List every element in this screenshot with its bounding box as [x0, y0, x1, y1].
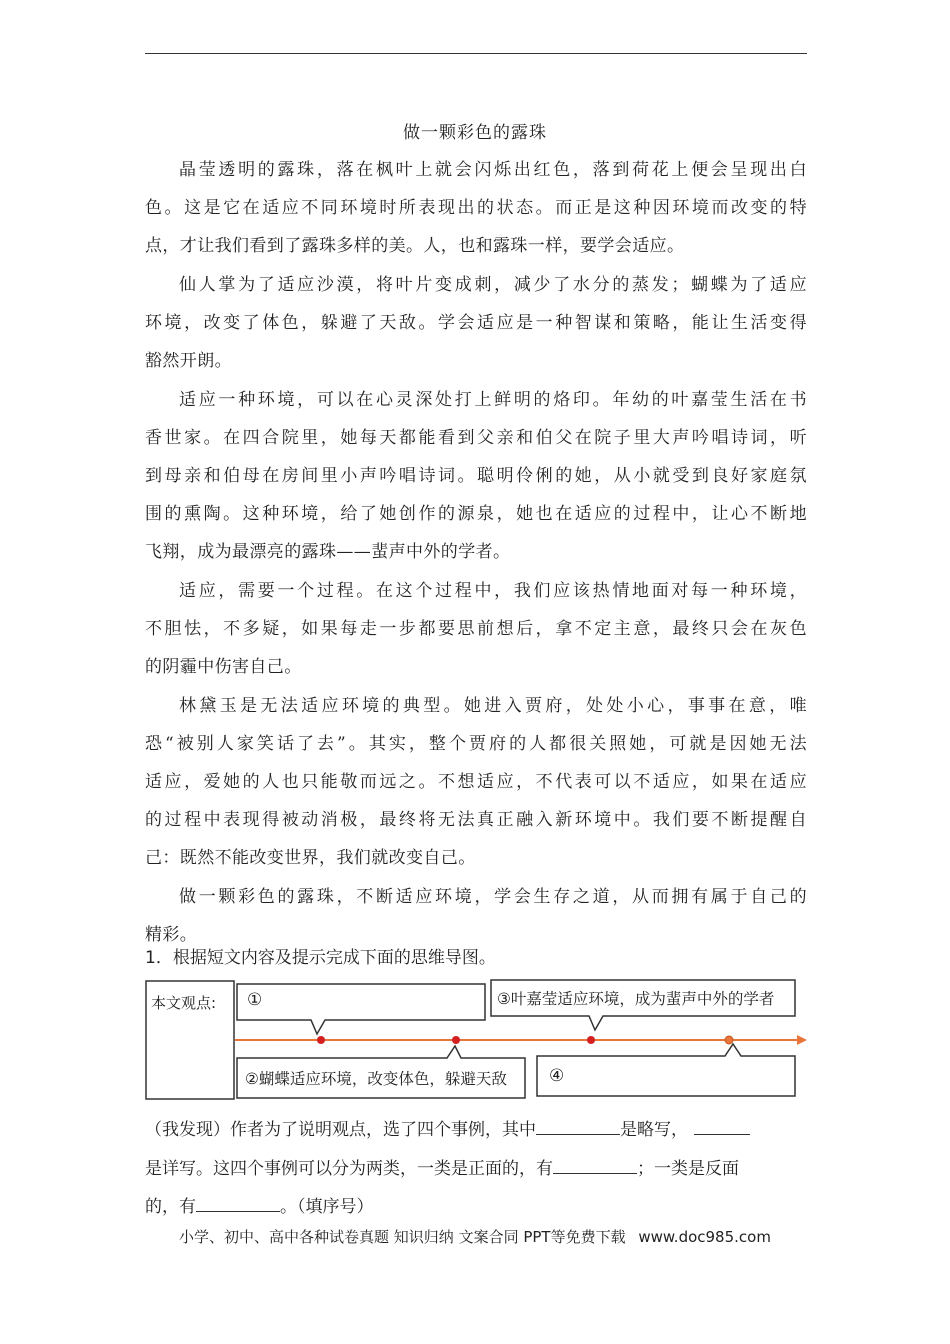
blank-3[interactable] — [553, 1155, 637, 1174]
passage-line: 适应，爱她的人也只能敬而远之。不想适应，不代表可以不适应，如果在适应 — [145, 772, 807, 792]
passage-line: 香世家。在四合院里，她每天都能看到父亲和伯父在院子里大声吟唱诗词，听 — [145, 428, 807, 448]
passage-line: 适应一种环境，可以在心灵深处打上鲜明的烙印。年幼的叶嘉莹生活在书 — [179, 390, 807, 410]
passage-line: 精彩。 — [145, 925, 198, 945]
blank-2[interactable] — [694, 1116, 750, 1135]
box-2-text: ②蝴蝶适应环境，改变体色，躲避天敌 — [245, 1070, 507, 1088]
passage-line: 豁然开朗。 — [145, 351, 232, 371]
passage-line: 做一颗彩色的露珠，不断适应环境，学会生存之道，从而拥有属于自己的 — [179, 887, 807, 907]
blank-4[interactable] — [196, 1193, 280, 1212]
passage-line: 点，才让我们看到了露珠多样的美。人，也和露珠一样，要学会适应。 — [145, 236, 685, 256]
passage-line: 飞翔，成为最漂亮的露珠——蜚声中外的学者。 — [145, 542, 511, 562]
timeline-dot-1 — [317, 1036, 325, 1044]
header-rule — [145, 53, 807, 54]
passage-line: 适应，需要一个过程。在这个过程中，我们应该热情地面对每一种环境， — [179, 581, 807, 601]
passage-line: 色。这是它在适应不同环境时所表现出的状态。而正是这种因环境而改变的特 — [145, 198, 807, 218]
passage-line: 仙人掌为了适应沙漠，将叶片变成刺，减少了水分的蒸发；蝴蝶为了适应 — [179, 275, 807, 295]
fill-line-2: 是详写。这四个事例可以分为两类，一类是正面的，有 ；一类是反面 — [145, 1155, 739, 1181]
passage-line: 不胆怯，不多疑，如果每走一步都要思前想后，拿不定主意，最终只会在灰色 — [145, 619, 807, 639]
footer-text: 小学、初中、高中各种试卷真题 知识归纳 文案合同 PPT等免费下载 — [179, 1228, 626, 1246]
timeline-dot-3 — [587, 1036, 595, 1044]
passage-line: 围的熏陶。这种环境，给了她创作的源泉，她也在适应的过程中，让心不断地 — [145, 504, 807, 524]
passage-line: 的过程中表现得被动消极，最终将无法真正融入新环境中。我们要不断提醒自 — [145, 810, 807, 830]
timeline-dot-2 — [452, 1036, 460, 1044]
fill-line-1: （我发现）作者为了说明观点，选了四个事例，其中 是略写， — [145, 1116, 750, 1142]
box-4-text: ④ — [549, 1066, 565, 1086]
passage-line: 晶莹透明的露珠，落在枫叶上就会闪烁出红色，落到荷花上便会呈现出白 — [179, 160, 807, 180]
passage-line: 环境，改变了体色，躲避了天敌。学会适应是一种智谋和策略，能让生活变得 — [145, 313, 807, 333]
mindmap-label: 本文观点: — [151, 994, 217, 1012]
passage-line: 的阴霾中伤害自己。 — [145, 657, 302, 677]
fill-line-3: 的，有 。（填序号） — [145, 1193, 374, 1219]
passage-title: 做一颗彩色的露珠 — [403, 123, 547, 143]
box-1-frame — [237, 984, 485, 1034]
passage-line: 己：既然不能改变世界，我们就改变自己。 — [145, 848, 476, 868]
box-3-text: ③叶嘉莹适应环境，成为蜚声中外的学者 — [497, 990, 775, 1008]
passage-line: 恐“被别人家笑话了去”。其实，整个贾府的人都很关照她，可就是因她无法 — [145, 734, 807, 754]
passage-line: 林黛玉是无法适应环境的典型。她进入贾府，处处小心，事事在意，唯 — [179, 696, 807, 716]
timeline-dot-4 — [725, 1036, 733, 1044]
box-4-frame — [537, 1044, 795, 1096]
mind-map — [145, 978, 807, 1102]
footer — [0, 1226, 950, 1247]
timeline-arrow — [797, 1035, 807, 1045]
blank-1[interactable] — [536, 1116, 620, 1135]
footer-url[interactable]: www.doc985.com — [638, 1228, 771, 1246]
box-1-text: ① — [247, 990, 263, 1010]
question-1: 1．根据短文内容及提示完成下面的思维导图。 — [145, 948, 496, 968]
passage-line: 到母亲和伯母在房间里小声吟唱诗词。聪明伶俐的她，从小就受到良好家庭氛 — [145, 466, 807, 486]
